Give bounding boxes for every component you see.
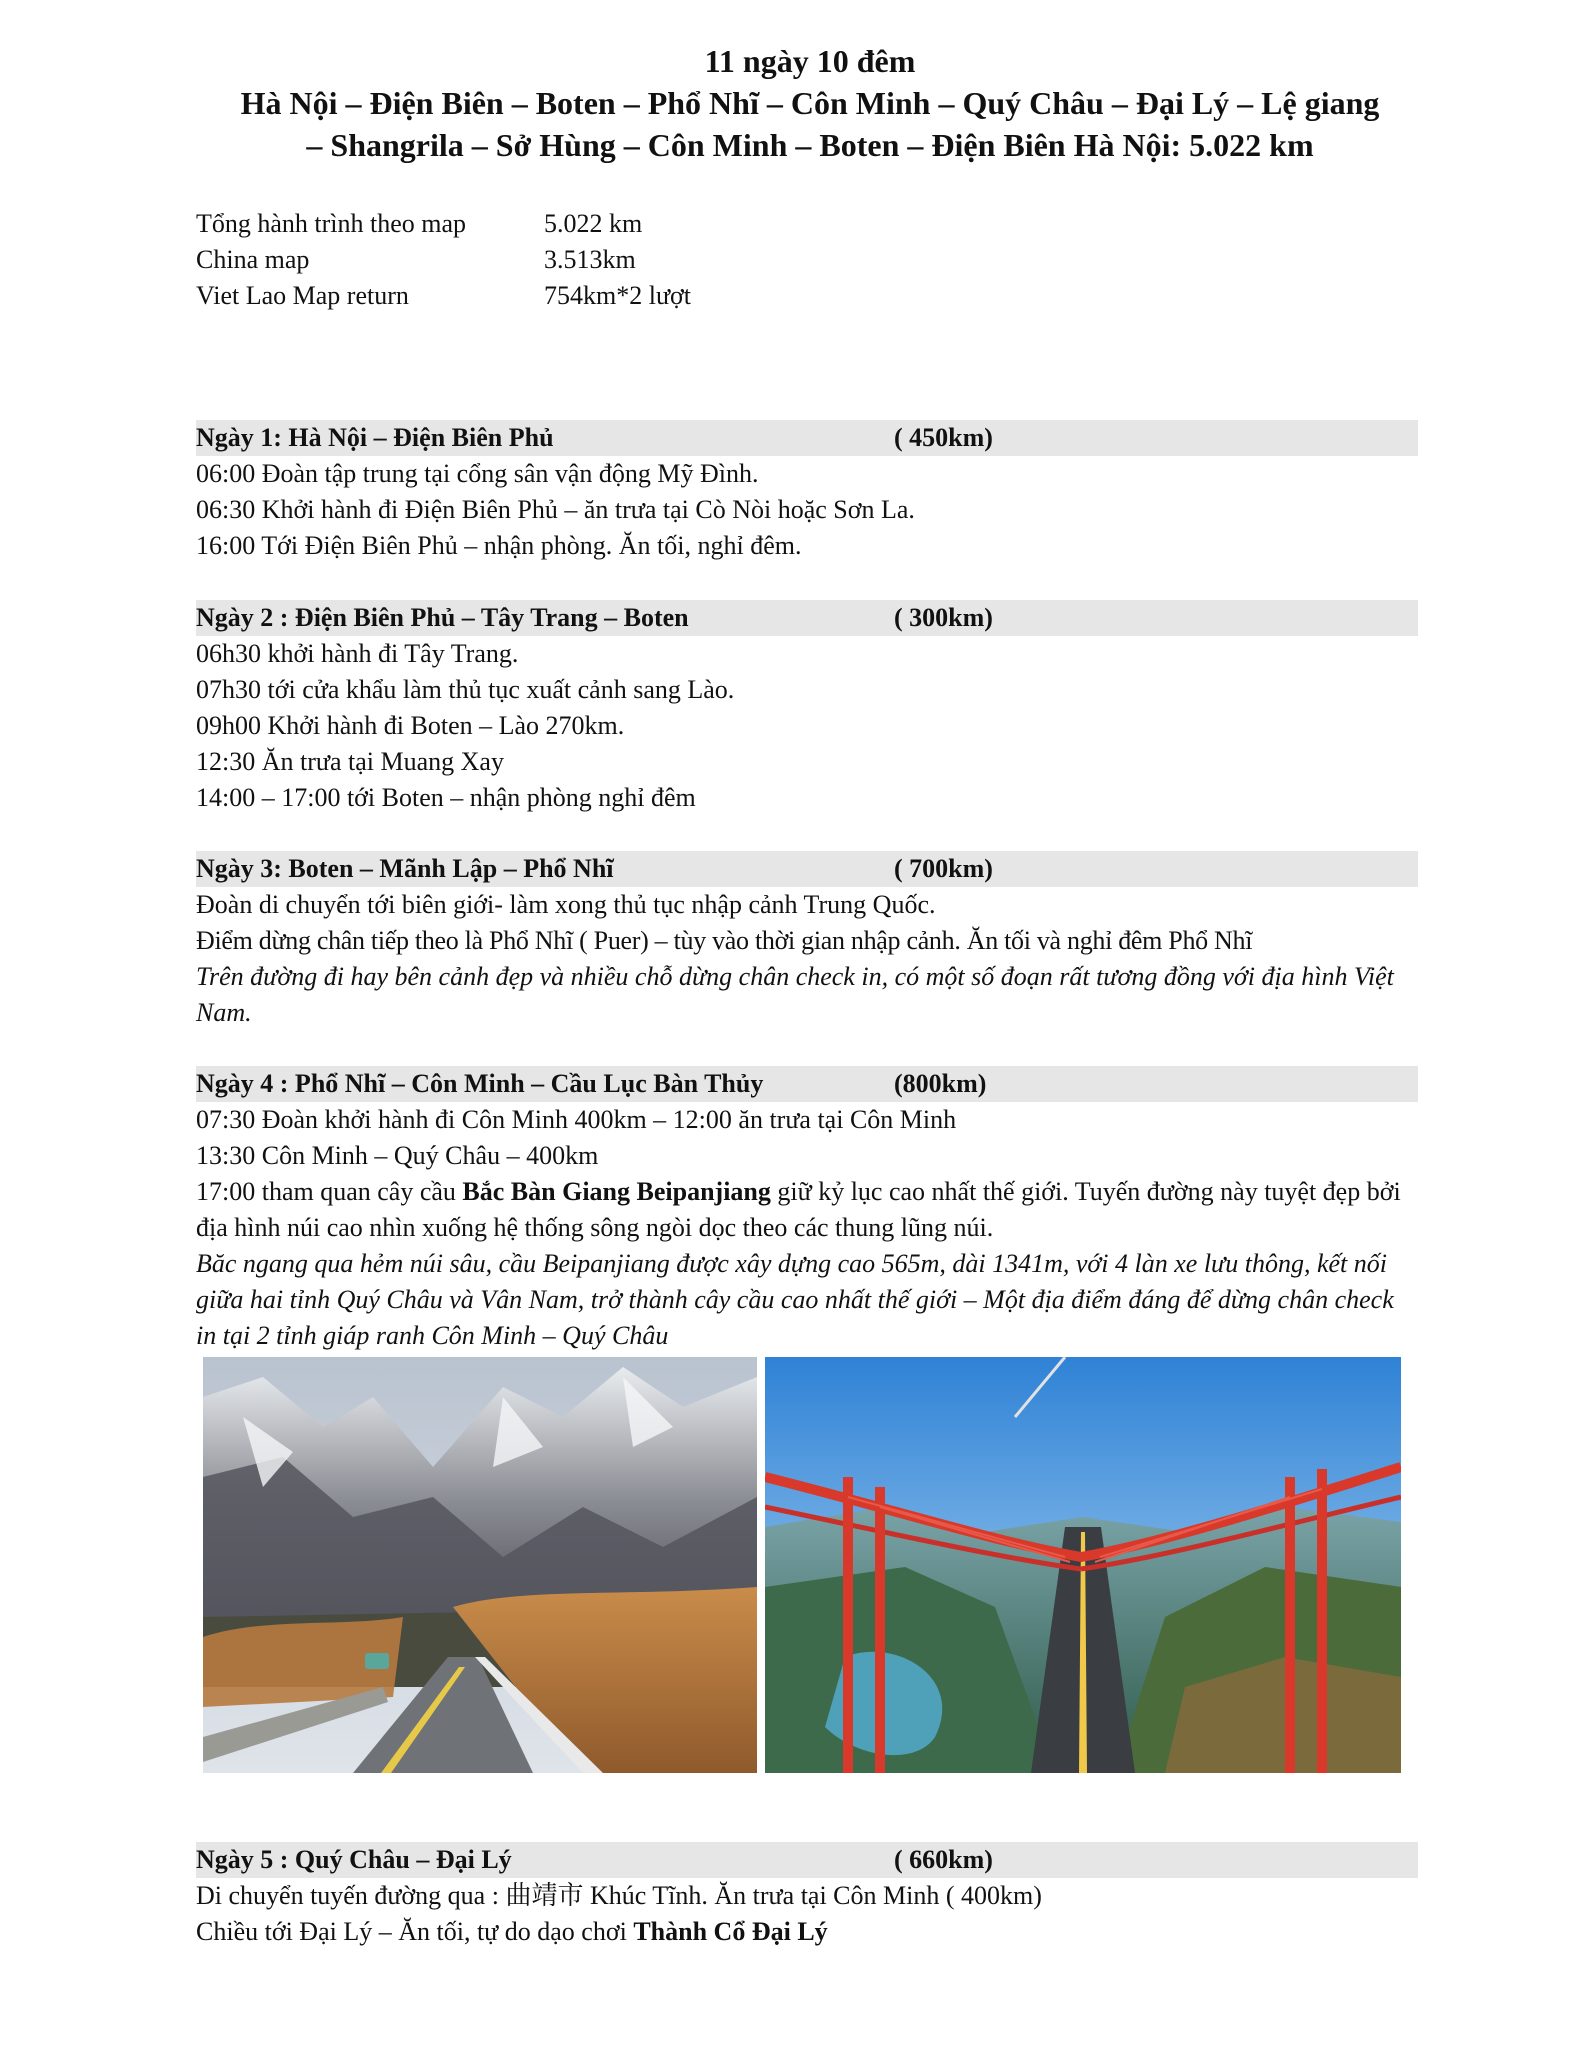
itinerary-line: Đoàn di chuyển tới biên giới- làm xong thủ tục nhập cảnh Trung Quốc. [196,890,936,919]
day-1-section [196,420,1418,564]
bridge-name: Bắc Bàn Giang Beipanjiang [462,1177,771,1206]
day-4-header [196,1066,1418,1102]
summary-label: Tổng hành trình theo map [196,209,467,238]
itinerary-line: 06:30 Khởi hành đi Điện Biên Phủ – ăn trưa tại Cò Nòi hoặc Sơn La. [196,495,915,524]
day-title: Ngày 5 : Quý Châu – Đại Lý [196,1845,512,1874]
itinerary-line: 07h30 tới cửa khẩu làm thủ tục xuất cảnh sang Lào. [196,675,735,704]
itinerary-line: 13:30 Côn Minh – Quý Châu – 400km [196,1141,599,1170]
text-run: Chiều tới Đại Lý – Ăn tối, tự do dạo chơi [196,1917,634,1946]
itinerary-note: Trên đường đi hay bên cảnh đẹp và nhiều chỗ dừng chân check in, có một số đoạn rất tương đồng với địa hình Việt Nam. [196,962,1394,1027]
title-line-3: – Shangrila – Sở Hùng – Côn Minh – Boten – Điện Biên Hà Nội: 5.022 km [306,127,1314,163]
document-title [190,40,1430,166]
day-distance: ( 660km) [894,1845,993,1874]
itinerary-line [196,1174,1418,1246]
summary-row [196,206,691,242]
summary-value: 754km*2 lượt [544,281,692,310]
day-2-section [196,600,1418,816]
text-run: 17:00 tham quan cây cầu [196,1177,463,1206]
day-5-section [196,1842,1418,1950]
itinerary-line: 09h00 Khởi hành đi Boten – Lào 270km. [196,711,625,740]
itinerary-line: 06:00 Đoàn tập trung tại cổng sân vận động Mỹ Đình. [196,459,759,488]
bridge-photo [765,1357,1401,1773]
summary-value: 5.022 km [544,209,643,238]
day-2-header [196,600,1418,636]
summary-row [196,242,691,278]
day-title: Ngày 1: Hà Nội – Điện Biên Phủ [196,423,554,452]
day-title: Ngày 4 : Phổ Nhĩ – Côn Minh – Cầu Lục Bàn Thủy [196,1069,764,1098]
title-line-1: 11 ngày 10 đêm [704,43,916,79]
day-3-header [196,851,1418,887]
mountain-road-photo [203,1357,757,1773]
itinerary-line: Điểm dừng chân tiếp theo là Phổ Nhĩ ( Puer) – tùy vào thời gian nhập cảnh. Ăn tối và nghỉ đêm Phổ Nhĩ [196,926,1253,955]
summary-value: 3.513km [544,245,636,274]
old-town-name: Thành Cổ Đại Lý [633,1917,828,1946]
summary-row [196,278,691,314]
day-distance: ( 450km) [894,423,993,452]
itinerary-line: Di chuyển tuyến đường qua : 曲靖市 Khúc Tĩnh. Ăn trưa tại Côn Minh ( 400km) [196,1881,1042,1910]
itinerary-line: 16:00 Tới Điện Biên Phủ – nhận phòng. Ăn tối, nghỉ đêm. [196,531,802,560]
itinerary-note: Băc ngang qua hẻm núi sâu, cầu Beipanjiang được xây dựng cao 565m, dài 1341m, với 4 làn xe lưu thông, kết nối giữa hai tỉnh Quý Châu và Vân Nam, trở thành cây cầu cao nhất thế giới – Một địa điểm đáng để dừng chân check in tại 2 tỉnh giáp ranh Côn Minh – Quý Châu [196,1249,1394,1350]
text-run: giữ kỷ lục cao nhất thế giới. Tuyến đường này tuyệt đẹp bởi địa hình núi cao nhìn xuống hệ thống sông ngòi dọc theo các thung lũng núi. [196,1177,1401,1242]
day-title: Ngày 3: Boten – Mãnh Lập – Phổ Nhĩ [196,854,614,883]
itinerary-line: 14:00 – 17:00 tới Boten – nhận phòng nghỉ đêm [196,783,696,812]
day-3-section [196,851,1418,1031]
itinerary-line: 12:30 Ăn trưa tại Muang Xay [196,747,504,776]
day-5-header [196,1842,1418,1878]
summary-label: China map [196,245,310,274]
day-title: Ngày 2 : Điện Biên Phủ – Tây Trang – Boten [196,603,689,632]
itinerary-line: 06h30 khởi hành đi Tây Trang. [196,639,519,668]
summary-label: Viet Lao Map return [196,281,409,310]
itinerary-line: 07:30 Đoàn khởi hành đi Côn Minh 400km – 12:00 ăn trưa tại Côn Minh [196,1105,957,1134]
day-distance: ( 700km) [894,854,993,883]
title-line-2: Hà Nội – Điện Biên – Boten – Phổ Nhĩ – Côn Minh – Quý Châu – Đại Lý – Lệ giang [240,85,1380,121]
day-distance: (800km) [894,1069,987,1098]
day-distance: ( 300km) [894,603,993,632]
day-4-section [196,1066,1418,1354]
day-1-header [196,420,1418,456]
route-summary [196,206,691,314]
itinerary-line [196,1914,1418,1950]
